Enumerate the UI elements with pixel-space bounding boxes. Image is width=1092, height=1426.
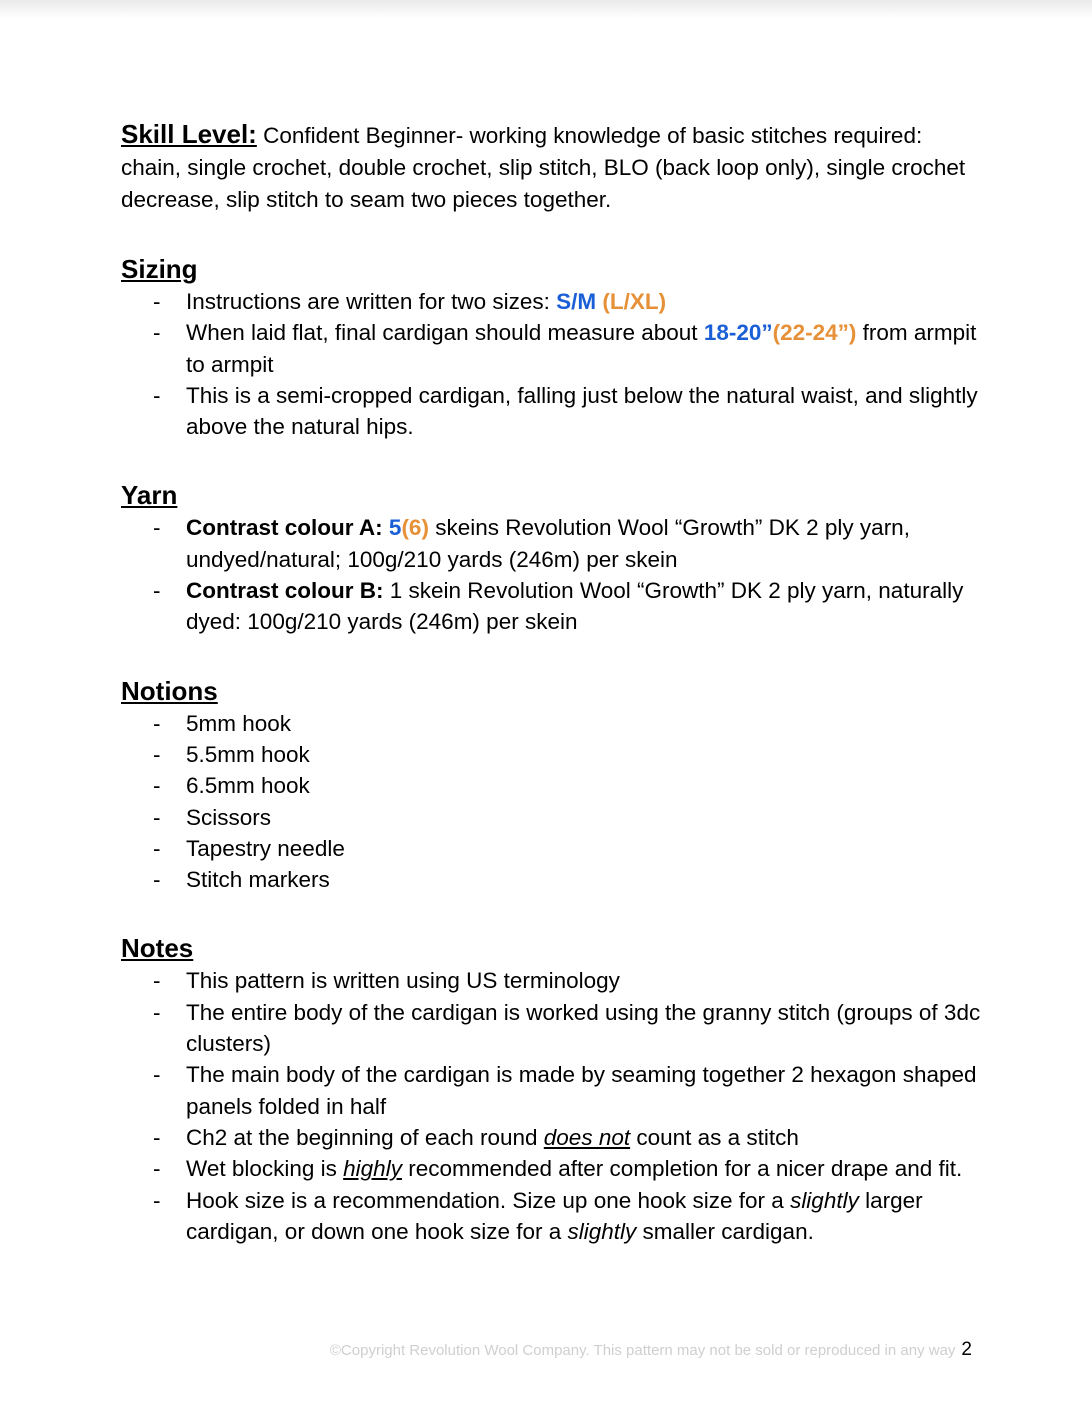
list-item-text: When laid flat, final cardigan should measure about — [186, 320, 704, 346]
list-item — [121, 286, 981, 317]
yarn-list — [121, 512, 981, 637]
list-item — [121, 997, 981, 1060]
list-item-text: count as a stitch — [630, 1124, 799, 1150]
notions-list — [121, 708, 981, 896]
bullet-dash: - — [153, 999, 161, 1025]
bullet-dash: - — [153, 773, 161, 799]
page-top-shadow — [0, 0, 1092, 18]
size-small: 5 — [388, 515, 402, 541]
list-item — [121, 708, 981, 739]
skill-level-text: Confident Beginner- working knowledge of basic stitches required: chain, single crochet, double crochet, slip stitch, BLO (back loop only), single crochet decrease, slip stitch to seam two pieces together. — [121, 123, 966, 212]
bullet-dash: - — [153, 710, 161, 736]
list-item — [121, 739, 981, 770]
bullet-dash: - — [153, 867, 161, 893]
bullet-dash: - — [153, 1156, 161, 1182]
list-item-text: This is a semi-cropped cardigan, falling just below the natural waist, and slightly above the natural hips. — [186, 382, 978, 440]
list-item-text: Instructions are written for two sizes: — [186, 289, 557, 314]
page-number: 2 — [961, 1339, 972, 1360]
notes-section — [121, 931, 981, 1247]
list-item-text: larger cardigan, or down one hook size for a — [186, 1187, 923, 1244]
bullet-dash: - — [153, 804, 161, 830]
size-large: (22-24”) — [772, 320, 857, 346]
page-footer — [330, 1338, 972, 1363]
notions-heading: Notions — [121, 675, 218, 706]
skill-level-heading: Skill Level: — [121, 119, 257, 149]
yarn-section — [121, 478, 981, 637]
list-item — [121, 770, 981, 801]
bullet-dash: - — [153, 1124, 161, 1150]
list-item — [121, 864, 981, 895]
size-large: (L/XL) — [596, 289, 667, 314]
list-item-text: smaller cardigan. — [636, 1218, 814, 1244]
list-item-text: 1 skein Revolution Wool “Growth” DK 2 ply yarn, naturally dyed: 100g/210 yards (246m) per skein — [186, 578, 964, 635]
list-item — [121, 1059, 981, 1122]
document-page — [121, 118, 981, 1247]
list-item — [121, 965, 981, 996]
yarn-heading: Yarn — [121, 480, 178, 511]
yarn-label: Contrast colour A: — [186, 515, 389, 541]
sizing-heading: Sizing — [121, 254, 198, 284]
list-item-text: Scissors — [186, 804, 272, 830]
list-item-text: from armpit to armpit — [186, 320, 977, 377]
list-item-text: skeins Revolution Wool “Growth” DK 2 ply yarn, undyed/natural; 100g/210 yards (246m) per skein — [186, 515, 910, 572]
bullet-dash: - — [153, 578, 161, 604]
yarn-label: Contrast colour B: — [186, 578, 384, 604]
list-item-text: The entire body of the cardigan is worked using the granny stitch (groups of 3dc clusters) — [186, 999, 981, 1057]
list-item-text: The main body of the cardigan is made by seaming together 2 hexagon shaped panels folded in half — [186, 1062, 977, 1119]
list-item — [121, 1153, 981, 1184]
list-item — [121, 575, 981, 638]
list-item-text: recommended after completion for a nicer drape and fit. — [401, 1156, 963, 1182]
bullet-dash: - — [153, 289, 161, 314]
size-small: S/M — [556, 289, 597, 314]
list-item-text: Tapestry needle — [186, 835, 345, 861]
bullet-dash: - — [153, 741, 161, 767]
list-item — [121, 380, 981, 443]
bullet-dash: - — [153, 835, 161, 861]
list-item-text: 6.5mm hook — [186, 773, 310, 799]
list-item — [121, 1122, 981, 1153]
list-item — [121, 802, 981, 833]
bullet-dash: - — [153, 1062, 161, 1088]
list-item-text: 5.5mm hook — [186, 741, 310, 767]
emphasis-text: does not — [543, 1124, 631, 1150]
bullet-dash: - — [153, 968, 161, 994]
list-item-text: This pattern is written using US terminology — [186, 968, 620, 994]
list-item — [121, 317, 981, 380]
list-item — [121, 512, 981, 575]
skill-level-paragraph — [121, 118, 981, 216]
bullet-dash: - — [153, 515, 161, 541]
list-item-text: Wet blocking is — [186, 1156, 344, 1182]
bullet-dash: - — [153, 320, 161, 346]
notions-section — [121, 674, 981, 896]
copyright-text: ©Copyright Revolution Wool Company. This pattern may not be sold or reproduced in any way — [329, 1342, 956, 1359]
size-large: (6) — [401, 515, 429, 541]
list-item-text: Ch2 at the beginning of each round — [186, 1124, 544, 1150]
emphasis-text: highly — [343, 1156, 402, 1182]
bullet-dash: - — [153, 382, 161, 408]
notes-heading: Notes — [121, 933, 194, 964]
bullet-dash: - — [153, 1187, 161, 1213]
size-small: 18-20” — [703, 320, 773, 346]
notes-list — [121, 965, 981, 1247]
sizing-list — [121, 286, 981, 442]
list-item-text: 5mm hook — [186, 710, 292, 736]
list-item-text: Stitch markers — [186, 867, 330, 893]
emphasis-text: slightly — [567, 1218, 637, 1244]
list-item-text: Hook size is a recommendation. Size up one hook size for a — [186, 1187, 791, 1213]
sizing-section — [121, 252, 981, 442]
emphasis-text: slightly — [790, 1187, 859, 1213]
list-item — [121, 833, 981, 864]
list-item — [121, 1185, 981, 1248]
